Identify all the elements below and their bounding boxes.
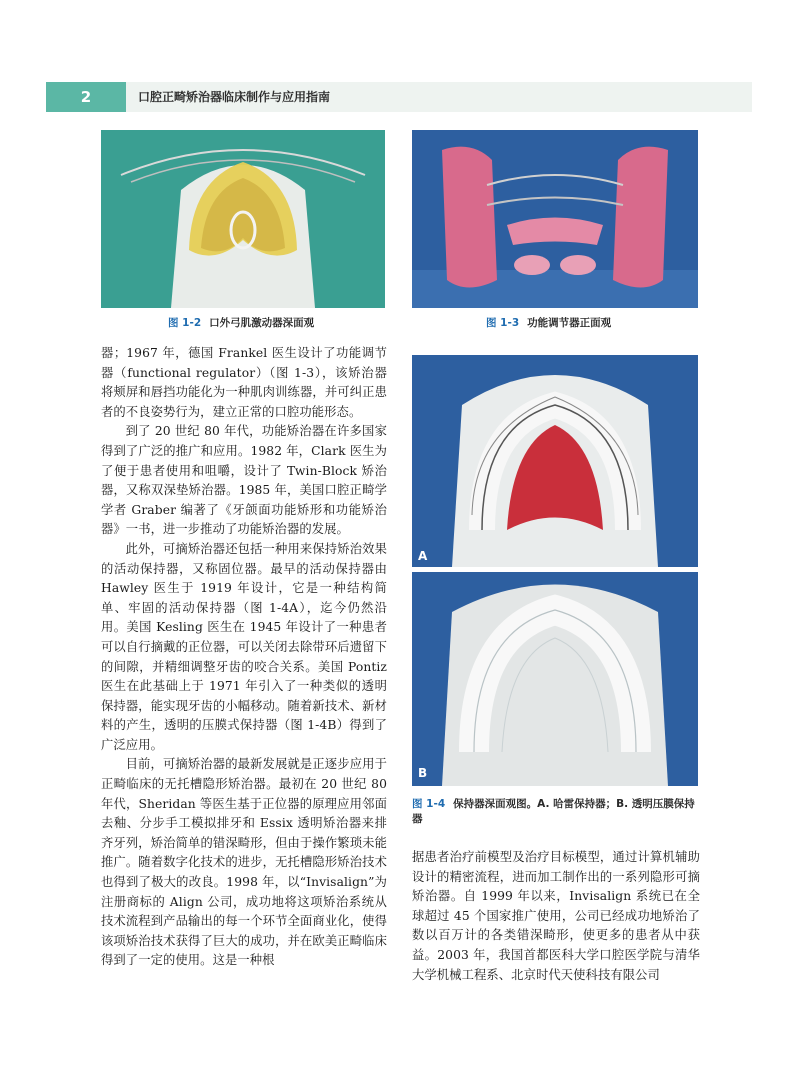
panel-letter-b: B <box>418 766 428 780</box>
book-title: 口腔正畸矫治器临床制作与应用指南 <box>138 90 331 104</box>
paragraph: 器；1967 年，德国 Frankel 医生设计了功能调节器（functional regulator）（图 1-3），该矫治器将颊屏和唇挡功能化为一种肌肉训练器，并可纠正患者的不良姿势行为，建立正常的口腔功能形态。 <box>101 346 387 419</box>
caption-text: 口外弓肌激动器㳭面观 <box>209 317 315 329</box>
left-column-text <box>101 344 387 971</box>
clear-retainer-photo-icon <box>412 572 698 786</box>
figure-1-4b-image <box>412 572 698 786</box>
paragraph: 据患者治疗前模型及治疗目标模型，通过计算机辅助设计的精密流程，进而加工制作出的一系列隐形可摘矫治器。自 1999 年以来，Invisalign 系统已在全球超过 45 个国家推广使用，公司已经成功地矫治了数以百万计的各类错㳭畸形，使更多的患者从中获益。2003 年，我国首都医科大学口腔医学院与清华大学机械工程系、北京时代天使科技有限公司 <box>412 850 700 982</box>
caption-number: 图 1-4 <box>412 798 446 810</box>
paragraph: 此外，可摘矫治器还包括一种用来保持矫治效果的活动保持器，又称固位器。最早的活动保持器由 Hawley 医生于 1919 年设计，它是一种结构简单、牢固的活动保持器（图 1-4A），迄今仍然沿用。美国 Kesling 医生在 1945 年设计了一种患者可以自行摘戴的正位器，可以关闭去除带环后遗留下的间隙，并精细调整牙齿的咬合关系。美国 Pontiz 医生在此基础上于 1971 年引入了一种类似的透明保持器，能实现牙齿的小幅移动。随着新技术、新材料的产生，透明的压膜式保持器（图 1-4B）得到了广泛应用。 <box>101 541 387 752</box>
caption-number: 图 1-3 <box>486 317 520 329</box>
page-number: 2 <box>46 82 126 112</box>
caption-number: 图 1-2 <box>168 317 202 329</box>
caption-text: 功能调节器正面观 <box>527 317 612 329</box>
paragraph: 目前，可摘矫治器的最新发展就是正逐步应用于正畸临床的无托槽隐形矫治器。最初在 20 世纪 80 年代，Sheridan 等医生基于正位器的原理应用邻面去釉、分步手工模拟排牙和 Essix 透明矫治器来排齐牙列，矫治简单的错㳭畸形，但由于操作繁琐未能推广。随着数字化技术的进步，无托槽隐形矫治技术也得到了极大的改良。1998 年，以“Invisalign”为注册商标的 Align 公司，成功地将这项矫治系统从技术流程到产品输出的每一个环节全面商业化，使得该项矫治技术获得了巨大的成功，并在欧美正畸临床得到了一定的使用。这是一种根 <box>101 757 387 968</box>
figure-1-3-caption <box>486 316 611 331</box>
caption-text: 保持器㳭面观图。A. 哈雷保持器；B. 透明压膜保持器 <box>412 798 695 825</box>
activator-photo-icon <box>101 130 385 308</box>
figure-1-2-image <box>101 130 385 308</box>
figure-1-3-image <box>412 130 698 308</box>
regulator-photo-icon <box>412 130 698 308</box>
paragraph: 到了 20 世纪 80 年代，功能矫治器在许多国家得到了广泛的推广和应用。1982 年，Clark 医生为了便于患者使用和咀嚼，设计了 Twin-Block 矫治器，又称双㳭垫矫治器。1985 年，美国口腔正畸学学者 Graber 编著了《牙颌面功能矫形和功能矫治器》一书，进一步推动了功能矫治器的发展。 <box>101 424 387 537</box>
right-column-text <box>412 848 700 985</box>
hawley-retainer-photo-icon <box>412 355 698 567</box>
panel-letter-a: A <box>418 549 428 563</box>
figure-1-4-caption <box>412 797 702 827</box>
figure-1-4a-image <box>412 355 698 567</box>
page-header <box>46 82 752 112</box>
figure-1-2-caption <box>168 316 314 331</box>
